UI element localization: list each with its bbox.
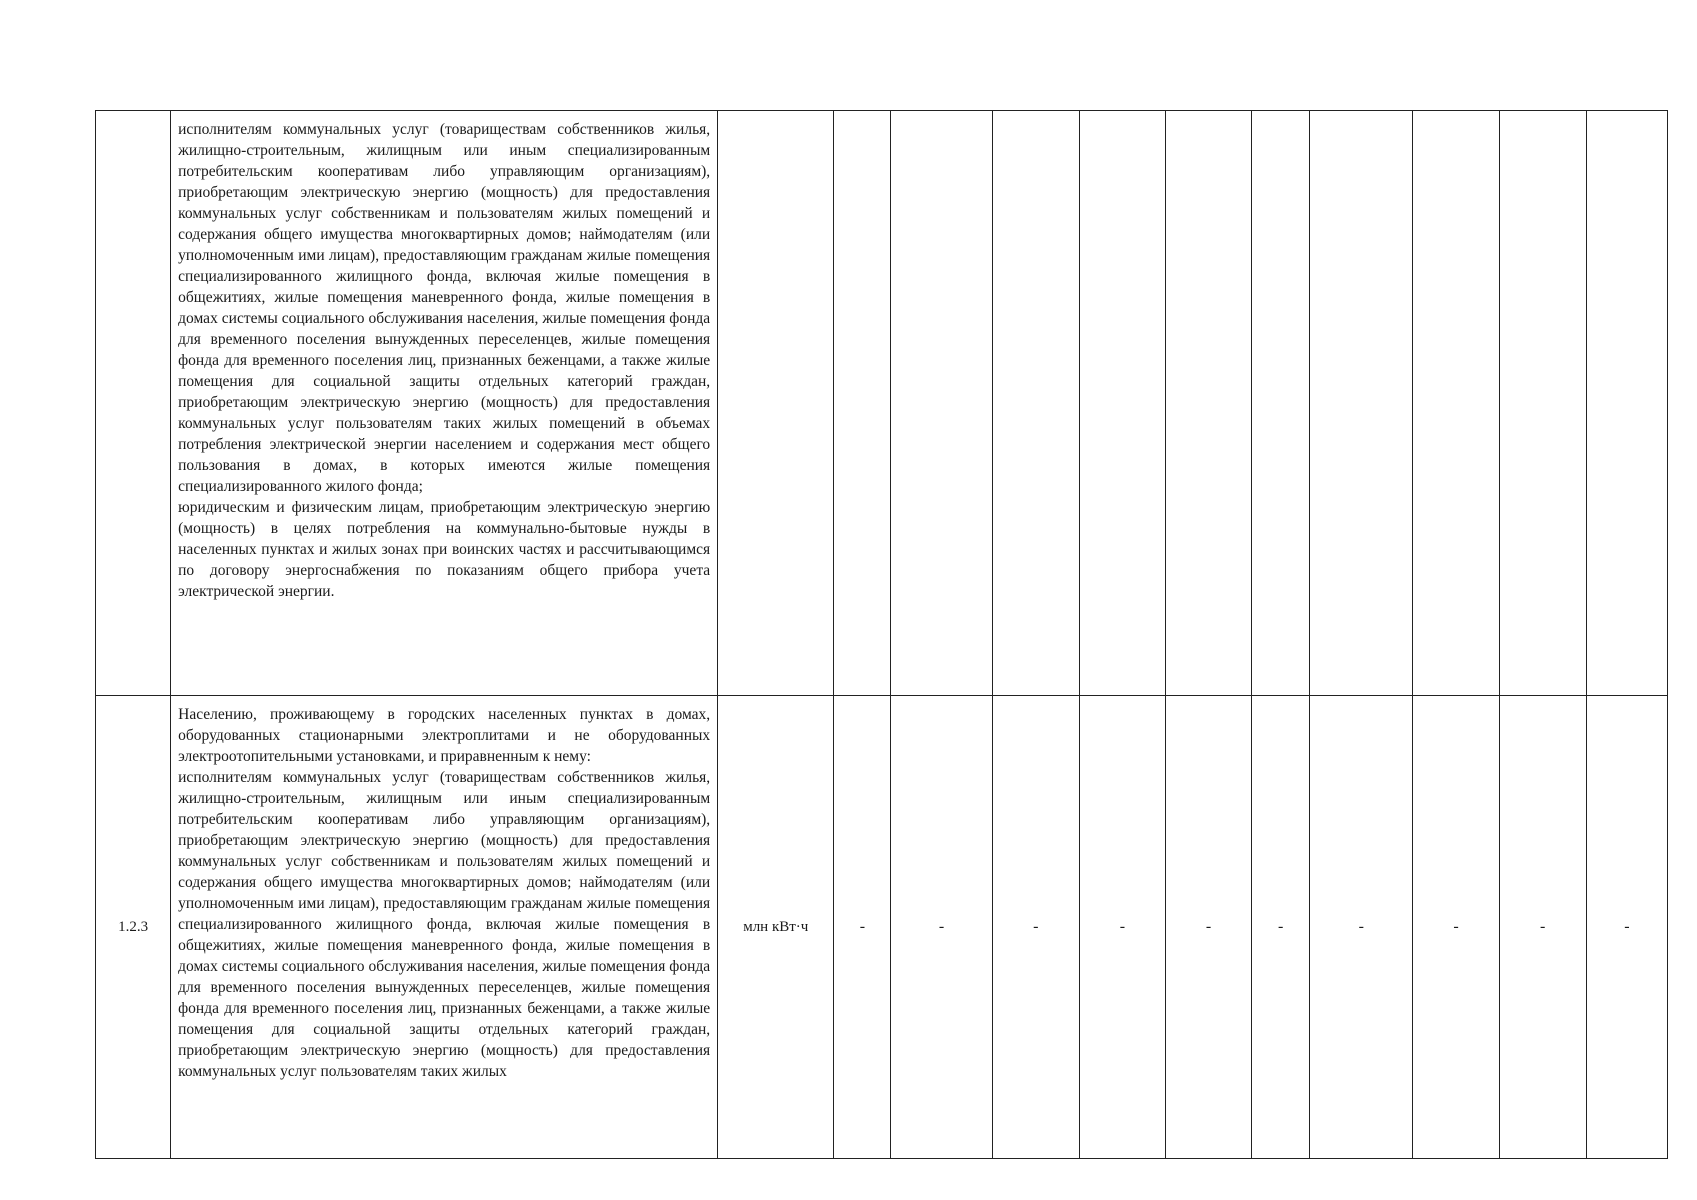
value-cell: - — [1310, 696, 1413, 1159]
value-cell — [891, 111, 992, 696]
description-paragraph: исполнителям коммунальных услуг (товариществам собственников жилья, жилищно-строительным, жилищным или иным специализированным потребительским кооперативам либо управляющим организациям), приобретающим электрическую энергию (мощность) для предоставления коммунальных услуг собственникам и пользователям жилых помещений и содержания общего имущества многоквартирных домов; наймодателям (или уполномоченным ими лицам), предоставляющим гражданам жилые помещения специализированного жилищного фонда, включая жилые помещения в общежитиях, жилые помещения маневренного фонда, жилые помещения в домах системы социального обслуживания населения, жилые помещения фонда для временного поселения вынужденных переселенцев, жилые помещения фонда для временного поселения лиц, признанных беженцами, а также жилые помещения для социальной защиты отдельных категорий граждан, приобретающим электрическую энергию (мощность) для предоставления коммунальных услуг пользователям таких жилых помещений в объемах потребления электрической энергии населением и содержания мест общего пользования в домах, в которых имеются жилые помещения специализированного жилого фонда; — [178, 121, 711, 495]
value-cell — [1252, 111, 1310, 696]
value-cell: - — [1586, 696, 1667, 1159]
value-cell: - — [891, 696, 992, 1159]
value-cell — [1165, 111, 1251, 696]
value-cell: - — [1165, 696, 1251, 1159]
row-number — [96, 111, 171, 696]
value-cell: - — [1413, 696, 1499, 1159]
unit-cell — [718, 111, 834, 696]
description-paragraph: Населению, проживающему в городских населенных пунктах в домах, оборудованных стационарными электроплитами и не оборудованных электроотопительными установками, и приравненным к нему: — [178, 706, 711, 765]
table-row — [96, 696, 1668, 1159]
value-cell: - — [1252, 696, 1310, 1159]
row-description — [171, 111, 718, 696]
value-cell — [1310, 111, 1413, 696]
value-cell — [992, 111, 1079, 696]
value-cell: - — [1079, 696, 1165, 1159]
value-cell: - — [992, 696, 1079, 1159]
value-cell — [1079, 111, 1165, 696]
value-cell — [1413, 111, 1499, 696]
tariff-table — [95, 110, 1668, 1159]
table-row — [96, 111, 1668, 696]
value-cell — [1586, 111, 1667, 696]
value-cell — [1499, 111, 1586, 696]
value-cell: - — [1499, 696, 1586, 1159]
unit-cell: млн кВт·ч — [718, 696, 834, 1159]
description-paragraph: юридическим и физическим лицам, приобретающим электрическую энергию (мощность) в целях потребления на коммунально-бытовые нужды в населенных пунктах и жилых зонах при воинских частях и рассчитывающимся по договору энергоснабжения по показаниям общего прибора учета электрической энергии. — [178, 499, 711, 600]
value-cell: - — [834, 696, 891, 1159]
value-cell — [834, 111, 891, 696]
row-number: 1.2.3 — [96, 696, 171, 1159]
row-description — [171, 696, 718, 1159]
description-paragraph: исполнителям коммунальных услуг (товариществам собственников жилья, жилищно-строительным, жилищным или иным специализированным потребительским кооперативам либо управляющим организациям), приобретающим электрическую энергию (мощность) для предоставления коммунальных услуг собственникам и пользователям жилых помещений и содержания общего имущества многоквартирных домов; наймодателям (или уполномоченным ими лицам), предоставляющим гражданам жилые помещения специализированного жилищного фонда, включая жилые помещения в общежитиях, жилые помещения маневренного фонда, жилые помещения в домах системы социального обслуживания населения, жилые помещения фонда для временного поселения вынужденных переселенцев, жилые помещения фонда для временного поселения лиц, признанных беженцами, а также жилые помещения для социальной защиты отдельных категорий граждан, приобретающим электрическую энергию (мощность) для предоставления коммунальных услуг пользователям таких жилых — [178, 769, 711, 1080]
